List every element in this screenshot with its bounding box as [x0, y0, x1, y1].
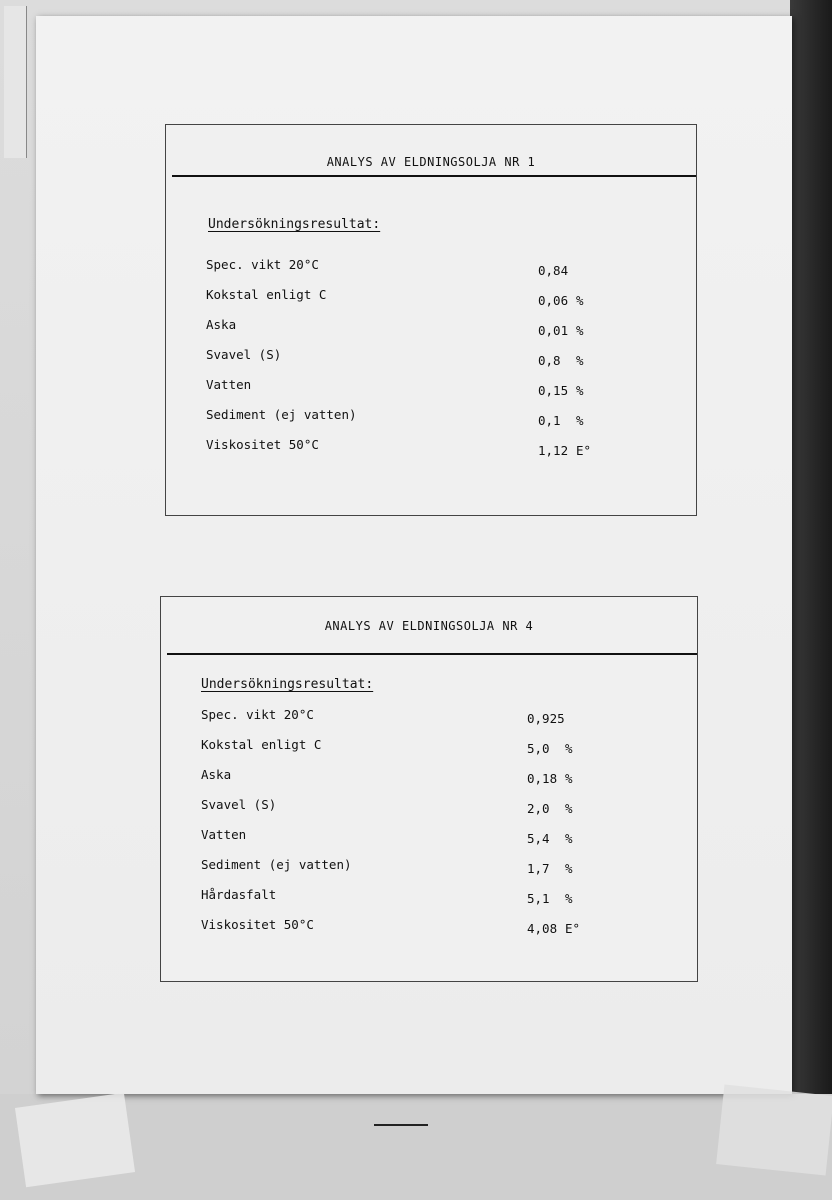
pencil-mark: [374, 1124, 428, 1126]
row-unit: %: [576, 353, 584, 368]
row-label: Spec. vikt 20°C: [201, 707, 314, 722]
table-row: [166, 317, 696, 339]
row-unit: %: [565, 771, 573, 786]
table-row: [166, 377, 696, 399]
title-rule: [167, 653, 697, 655]
row-label: Vatten: [201, 827, 247, 842]
row-value: 5,1: [527, 891, 550, 906]
row-unit: %: [565, 891, 573, 906]
row-unit: %: [565, 801, 573, 816]
row-value: 0,06: [538, 293, 569, 308]
row-value: 1,12: [538, 443, 569, 458]
row-label: Kokstal enligt C: [201, 737, 322, 752]
row-label: Aska: [206, 317, 237, 332]
card-title: ANALYS AV ELDNINGSOLJA NR 1: [326, 155, 536, 169]
table-row: [161, 767, 697, 789]
row-unit: E°: [576, 443, 592, 458]
table-row: [166, 257, 696, 279]
row-label: Svavel (S): [206, 347, 282, 362]
row-value: 2,0: [527, 801, 550, 816]
table-row: [166, 347, 696, 369]
row-value: 5,0: [527, 741, 550, 756]
row-label: Svavel (S): [201, 797, 277, 812]
row-unit: %: [565, 831, 573, 846]
row-label: Kokstal enligt C: [206, 287, 327, 302]
table-row: [161, 737, 697, 759]
row-value: 0,18: [527, 771, 558, 786]
row-label: Sediment (ej vatten): [206, 407, 357, 422]
table-row: [166, 437, 696, 459]
title-rule: [172, 175, 696, 177]
paper-strip: [4, 6, 27, 158]
row-unit: %: [576, 323, 584, 338]
row-label: Hårdasfalt: [201, 887, 277, 902]
row-unit: %: [565, 861, 573, 876]
row-value: 0,8: [538, 353, 561, 368]
table-row: [161, 827, 697, 849]
row-value: 0,15: [538, 383, 569, 398]
row-unit: %: [576, 293, 584, 308]
table-row: [161, 797, 697, 819]
row-label: Vatten: [206, 377, 252, 392]
row-unit: %: [565, 741, 573, 756]
row-unit: %: [576, 383, 584, 398]
tape-right: [716, 1084, 832, 1175]
row-value: 5,4: [527, 831, 550, 846]
analysis-card-1: [165, 124, 697, 516]
row-value: 0,925: [527, 711, 565, 726]
row-unit: %: [576, 413, 584, 428]
row-value: 0,01: [538, 323, 569, 338]
table-row: [161, 917, 697, 939]
tape-left: [15, 1093, 135, 1188]
table-row: [166, 287, 696, 309]
card-title: ANALYS AV ELDNINGSOLJA NR 4: [324, 619, 534, 633]
row-value: 4,08: [527, 921, 558, 936]
backdrop-edge: [790, 0, 832, 1200]
row-label: Spec. vikt 20°C: [206, 257, 319, 272]
row-label: Sediment (ej vatten): [201, 857, 352, 872]
results-heading: Undersökningsresultat:: [201, 677, 374, 692]
row-value: 1,7: [527, 861, 550, 876]
row-label: Aska: [201, 767, 232, 782]
analysis-card-4: [160, 596, 698, 982]
table-row: [161, 887, 697, 909]
row-value: 0,84: [538, 263, 569, 278]
table-row: [161, 857, 697, 879]
results-heading: Undersökningsresultat:: [208, 217, 381, 232]
table-row: [166, 407, 696, 429]
row-label: Viskositet 50°C: [206, 437, 319, 452]
row-label: Viskositet 50°C: [201, 917, 314, 932]
row-value: 0,1: [538, 413, 561, 428]
row-unit: E°: [565, 921, 581, 936]
table-row: [161, 707, 697, 729]
